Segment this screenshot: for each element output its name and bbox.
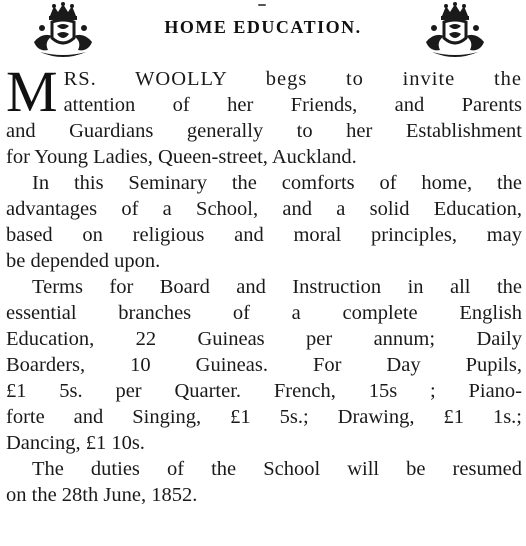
text-line: £1 5s. per Quarter. French, 15s ; Piano- xyxy=(6,380,522,402)
paragraph-introduction xyxy=(6,59,522,170)
text-line: based on religious and moral principles, may xyxy=(6,224,522,246)
text-line: be depended upon. xyxy=(6,250,161,272)
text-line: for Young Ladies, Queen-street, Auckland. xyxy=(6,146,357,168)
advertisement-header xyxy=(0,0,526,62)
text-line: The duties of the School will be resumed xyxy=(32,458,522,480)
text-line: and Guardians generally to her Establishment xyxy=(6,120,522,142)
text-line: Terms for Board and Instruction in all the xyxy=(32,276,522,298)
text-line: on the 28th June, 1852. xyxy=(6,484,198,506)
text-line: attention of her Friends, and Parents xyxy=(63,94,522,116)
text-line: essential branches of a complete English xyxy=(6,302,522,324)
text-line: Boarders, 10 Guineas. For Day Pupils, xyxy=(6,354,522,376)
text-line: RS. WOOLLY begs to invite the xyxy=(63,68,522,90)
advertisement-title: HOME EDUCATION. xyxy=(164,17,362,37)
paragraph-resumption xyxy=(6,456,522,508)
advertisement-body xyxy=(6,59,522,508)
text-line: forte and Singing, £1 5s.; Drawing, £1 1s.; xyxy=(6,406,522,428)
text-line: In this Seminary the comforts of home, the xyxy=(32,172,522,194)
paragraph-seminary xyxy=(6,170,522,274)
royal-crest-icon xyxy=(422,2,488,62)
paragraph-terms xyxy=(6,274,522,456)
top-rule-mark xyxy=(258,4,266,6)
text-line: Education, 22 Guineas per annum; Daily xyxy=(6,328,522,350)
text-line: Dancing, £1 10s. xyxy=(6,432,145,454)
drop-cap: M xyxy=(6,59,58,124)
text-line: advantages of a School, and a solid Education, xyxy=(6,198,522,220)
